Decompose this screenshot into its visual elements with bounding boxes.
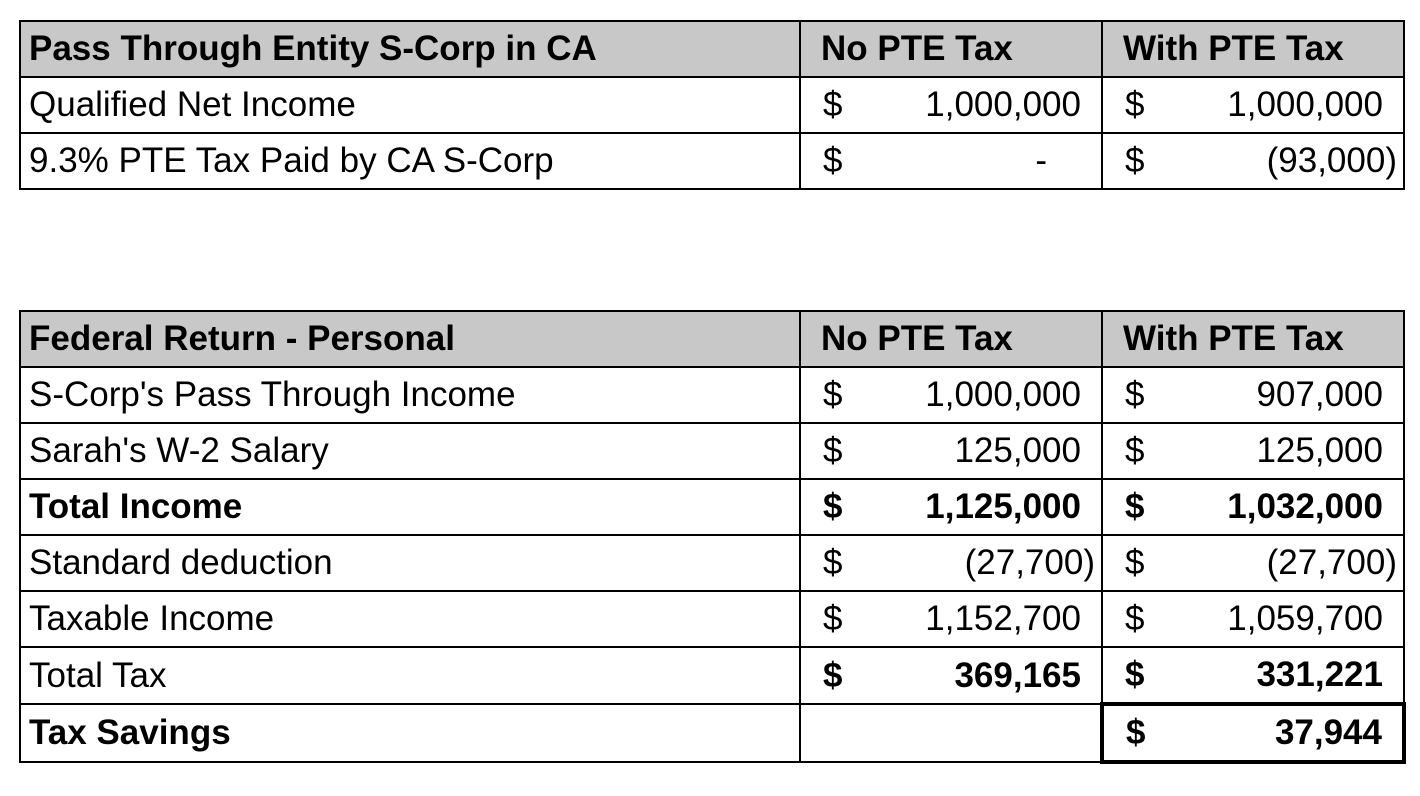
cell-value: 125,000 — [954, 431, 1081, 470]
cell-with-pte[interactable] — [1102, 133, 1404, 189]
currency-symbol: $ — [823, 375, 843, 414]
cell-with-pte[interactable] — [1102, 535, 1404, 591]
cell-value: 1,059,700 — [1227, 599, 1383, 638]
row-label[interactable]: Total Income — [20, 479, 800, 535]
currency-symbol: $ — [1125, 141, 1145, 180]
cell-no-pte[interactable] — [800, 591, 1102, 647]
currency-symbol: $ — [823, 599, 843, 638]
cell-value: 1,032,000 — [1227, 487, 1383, 526]
fed-header-label[interactable]: Federal Return - Personal — [20, 311, 800, 367]
row-label[interactable]: Sarah's W-2 Salary — [20, 423, 800, 479]
cell-no-pte[interactable] — [800, 479, 1102, 535]
table-row-total-tax — [20, 647, 1404, 704]
tax-savings-cell[interactable] — [1102, 704, 1404, 762]
currency-symbol: $ — [1125, 487, 1145, 526]
fed-header-no-pte[interactable]: No PTE Tax — [800, 311, 1102, 367]
fed-header-with-pte[interactable]: With PTE Tax — [1102, 311, 1404, 367]
cell-no-pte[interactable] — [800, 423, 1102, 479]
currency-symbol: $ — [823, 141, 843, 180]
table-row — [20, 591, 1404, 647]
cell-no-pte[interactable] — [800, 77, 1102, 133]
cell-with-pte[interactable] — [1102, 423, 1404, 479]
cell-no-pte[interactable] — [800, 535, 1102, 591]
cell-value: (93,000) — [1266, 141, 1397, 180]
row-label[interactable]: Tax Savings — [20, 704, 800, 762]
table-row — [20, 367, 1404, 423]
row-label[interactable]: Qualified Net Income — [20, 77, 800, 133]
cell-no-pte[interactable] — [800, 133, 1102, 189]
cell-value: 125,000 — [1256, 431, 1383, 470]
pte-table — [19, 20, 1405, 190]
cell-with-pte[interactable] — [1102, 647, 1404, 704]
currency-symbol: $ — [1125, 543, 1145, 582]
currency-symbol: $ — [1125, 655, 1145, 694]
currency-symbol: $ — [823, 85, 843, 124]
cell-value: 907,000 — [1256, 375, 1383, 414]
cell-value: 37,944 — [1274, 713, 1382, 752]
table-row-total-income — [20, 479, 1404, 535]
currency-symbol: $ — [823, 487, 843, 526]
pte-header-label[interactable]: Pass Through Entity S-Corp in CA — [20, 21, 800, 77]
cell-value: 331,221 — [1256, 655, 1383, 694]
cell-value: 1,000,000 — [925, 375, 1081, 414]
table-row — [20, 77, 1404, 133]
cell-value: 1,000,000 — [925, 85, 1081, 124]
federal-return-table — [19, 310, 1406, 764]
table-row — [20, 133, 1404, 189]
pte-header-no-pte[interactable]: No PTE Tax — [800, 21, 1102, 77]
cell-no-pte[interactable] — [800, 367, 1102, 423]
row-label[interactable]: 9.3% PTE Tax Paid by CA S-Corp — [20, 133, 800, 189]
cell-with-pte[interactable] — [1102, 367, 1404, 423]
cell-no-pte-empty[interactable] — [800, 704, 1102, 762]
cell-with-pte[interactable] — [1102, 479, 1404, 535]
table-row — [20, 423, 1404, 479]
currency-symbol: $ — [1126, 713, 1146, 752]
table-row-tax-savings — [20, 704, 1404, 762]
pte-header-row — [20, 21, 1404, 77]
cell-no-pte[interactable] — [800, 647, 1102, 704]
cell-with-pte[interactable] — [1102, 77, 1404, 133]
row-label[interactable]: Standard deduction — [20, 535, 800, 591]
row-label[interactable]: S-Corp's Pass Through Income — [20, 367, 800, 423]
fed-header-row — [20, 311, 1404, 367]
currency-symbol: $ — [1125, 431, 1145, 470]
currency-symbol: $ — [1125, 375, 1145, 414]
row-label[interactable]: Total Tax — [20, 647, 800, 704]
currency-symbol: $ — [1125, 599, 1145, 638]
cell-value: (27,700) — [964, 543, 1095, 582]
cell-value: 1,000,000 — [1227, 85, 1383, 124]
cell-value: 1,125,000 — [925, 487, 1081, 526]
cell-value: 1,152,700 — [925, 599, 1081, 638]
cell-with-pte[interactable] — [1102, 591, 1404, 647]
currency-symbol: $ — [1125, 85, 1145, 124]
cell-value: - — [1035, 141, 1047, 180]
cell-value: (27,700) — [1266, 543, 1397, 582]
cell-value: 369,165 — [954, 655, 1081, 695]
currency-symbol: $ — [823, 431, 843, 470]
currency-symbol: $ — [823, 543, 843, 582]
row-label[interactable]: Taxable Income — [20, 591, 800, 647]
table-row — [20, 535, 1404, 591]
pte-header-with-pte[interactable]: With PTE Tax — [1102, 21, 1404, 77]
currency-symbol: $ — [823, 655, 843, 695]
